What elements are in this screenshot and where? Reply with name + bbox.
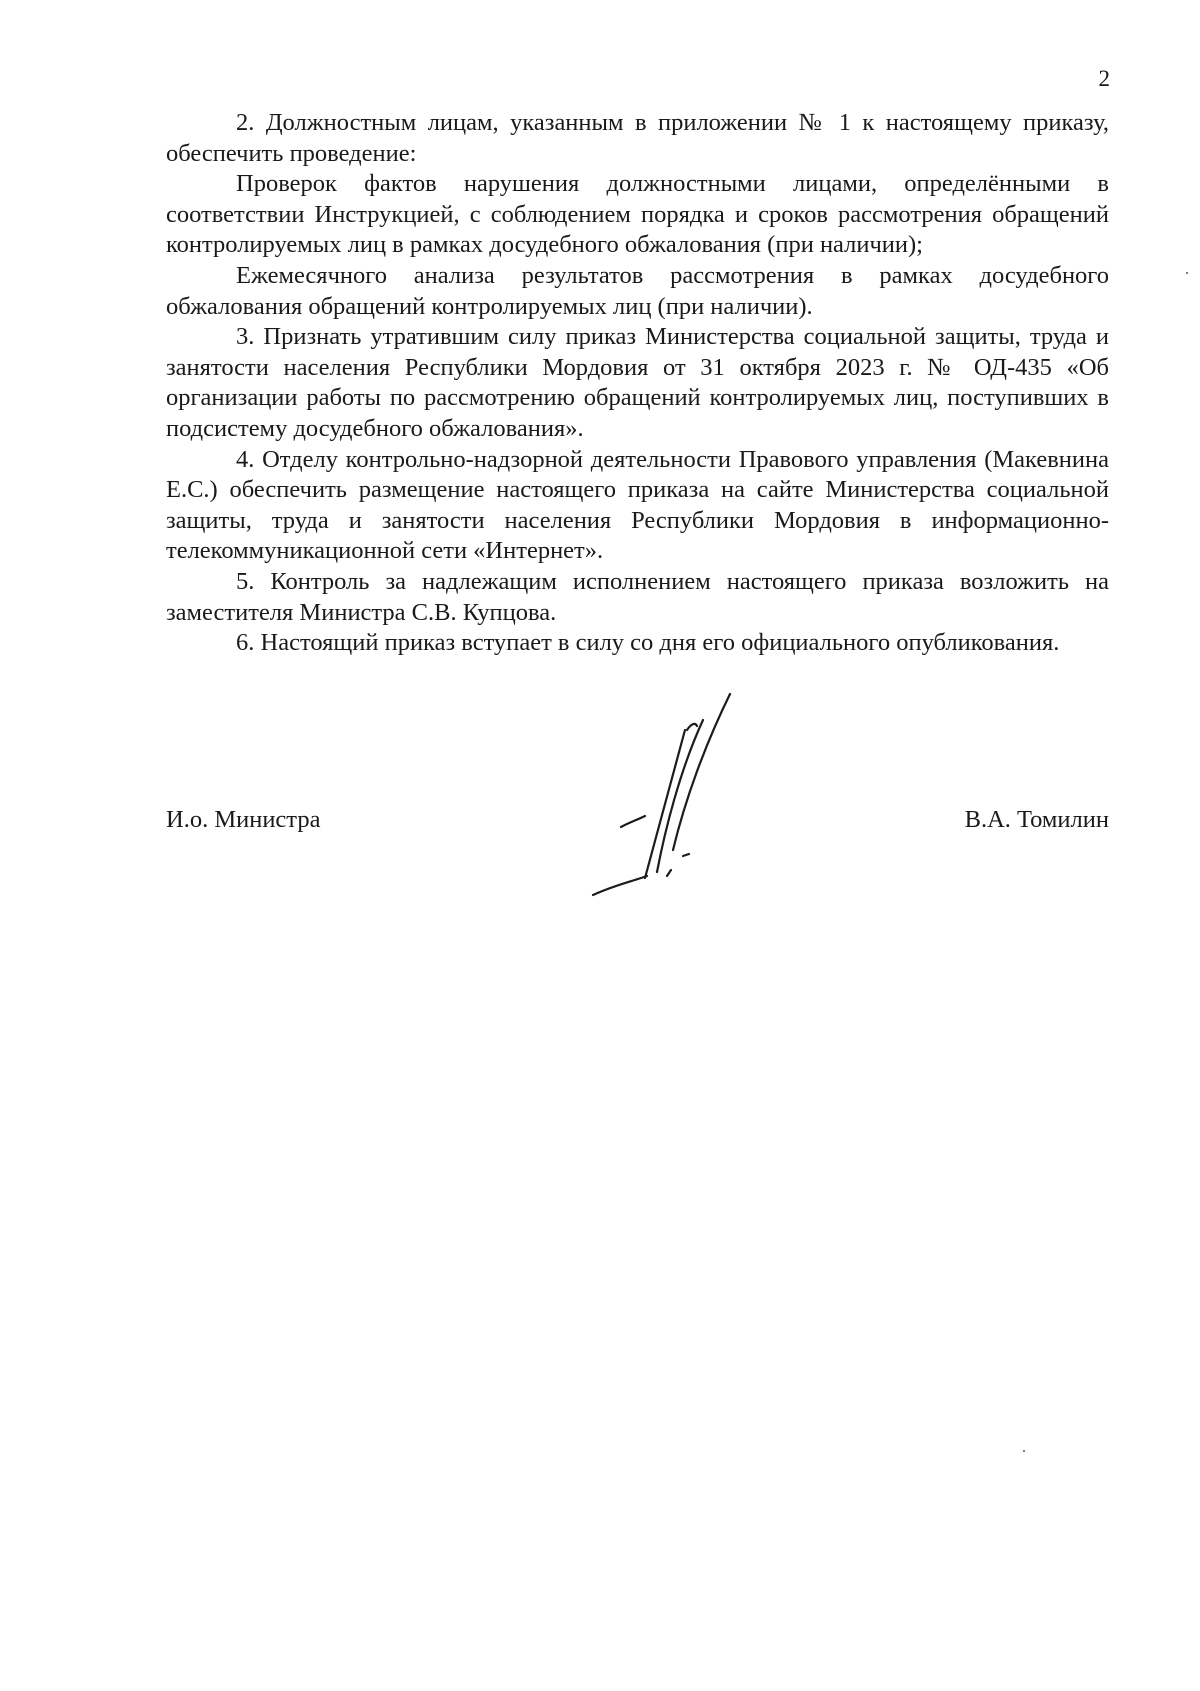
paragraph-subitem-inspections: Проверок фактов нарушения должностными лицами, определёнными в соответствии Инструкцией, с соблюдением порядка и сроков рассмотрения обращений контролируемых лиц в рамках досудебного обжалования (при наличии); [166,170,1109,259]
paragraph-item-2-heading: 2. Должностным лицам, указанным в приложении № 1 к настоящему приказу, обеспечить проведение: [166,109,1109,167]
paragraph-item-5: 5. Контроль за надлежащим исполнением настоящего приказа возложить на заместителя Министра С.В. Купцова. [166,567,1109,626]
paragraph-item-3: 3. Признать утратившим силу приказ Министерства социальной защиты, труда и занятости населения Республики Мордовия от 31 октября 2023 г. № ОД-435 «Об организации работы по рассмотрению обращений контролируемых лиц, поступивших в подсистему досудебного обжалования». [166,323,1109,442]
paragraph-item-4: 4. Отделу контрольно-надзорной деятельности Правового управления (Макевнина Е.С.) обеспечить размещение настоящего приказа на сайте Министерства социальной защиты, труда и занятости населения Республики Мордовия в информационно-телекоммуникационной сети «Интернет». [166,445,1109,565]
scan-speck [1023,1450,1025,1452]
signer-name: В.А. Томилин [964,806,1109,833]
paragraph-subitem-monthly-analysis: Ежемесячного анализа результатов рассмотрения в рамках досудебного обжалования обращений контролируемых лиц (при наличии). [166,261,1109,320]
signer-position-title: И.о. Министра [166,806,321,833]
paragraph-item-6: 6. Настоящий приказ вступает в силу со дня его официального опубликования. [236,629,1060,657]
page-number: 2 [1098,66,1110,91]
document-body [166,108,1109,659]
handwritten-signature [585,690,785,910]
scan-speck [1186,272,1188,274]
